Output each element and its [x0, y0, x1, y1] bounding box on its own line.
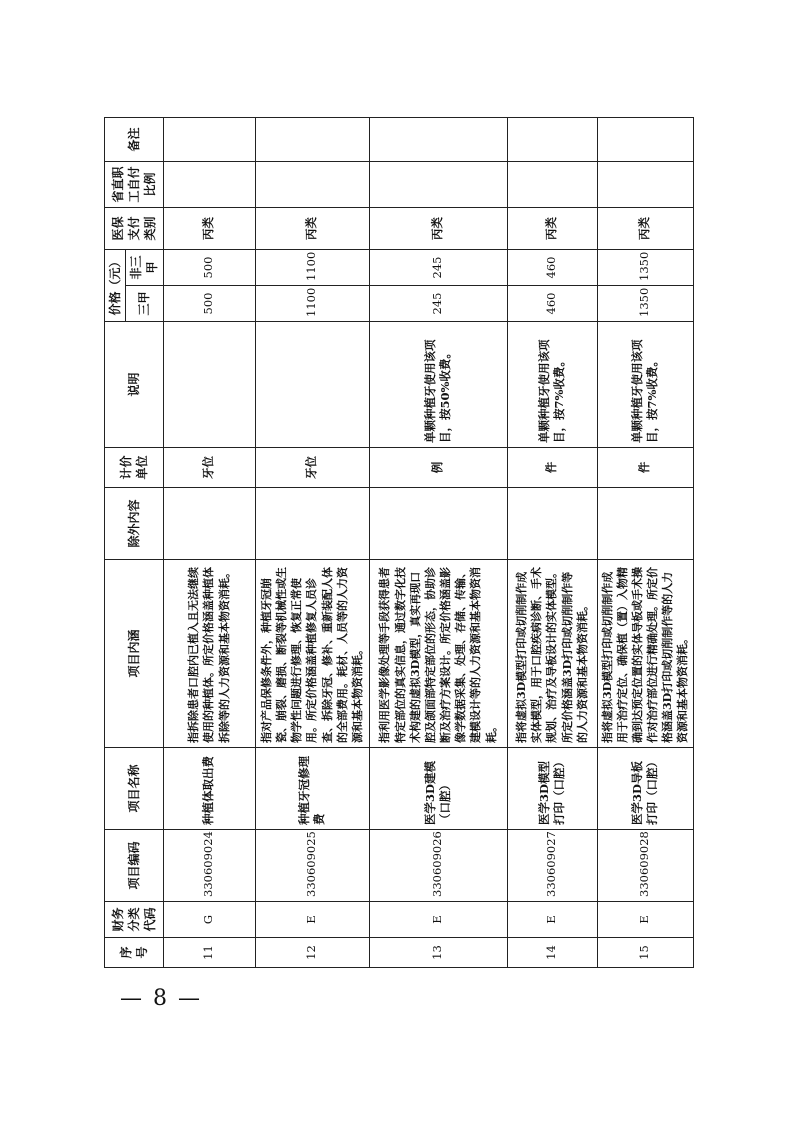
cell-item-content: 指对产品保修条件外，种植牙冠崩瓷、崩裂、磨损、断裂等机械性或生物学性问题进行修理、恢复正常使用。所定价格涵盖种植修复人员诊查、拆除牙冠、修补、重新装配人体的全部费用。耗材、人员等的人力资源和基本物资消耗。: [255, 560, 369, 748]
cell-exclusions: [255, 488, 369, 560]
cell-insurance-class: 丙类: [507, 207, 597, 249]
fee-table: [104, 117, 694, 968]
cell-exclusions: [163, 488, 255, 560]
cell-price-tier3: 1100: [255, 286, 369, 322]
cell-exclusions: [507, 488, 597, 560]
header-insurance-class: 医保支付类别: [105, 207, 164, 249]
cell-staff-ratio: [163, 161, 255, 207]
cell-item-content: 指拆除患者口腔内已植入且无法继续使用的种植体。所定价格涵盖种植体拆除等的人力资源和基本物资消耗。: [163, 560, 255, 748]
header-exclusions: 除外内容: [105, 488, 164, 560]
cell-price-tier3: 500: [163, 286, 255, 322]
cell-staff-ratio: [507, 161, 597, 207]
cell-seq: 11: [163, 938, 255, 968]
table-row: [255, 117, 369, 967]
cell-item-code: 330609025: [255, 830, 369, 902]
cell-unit: 例: [369, 448, 507, 488]
table-row: [507, 117, 597, 967]
cell-finance-code: E: [507, 902, 597, 938]
header-price-tier3: 三甲: [126, 286, 163, 322]
table-row: [369, 117, 507, 967]
cell-description: 单颗种植牙使用该项目，按7%收费。: [597, 322, 693, 448]
table-row: [597, 117, 693, 967]
header-item-code: 项目编码: [105, 830, 164, 902]
header-remarks: 备注: [105, 117, 164, 161]
page-number: — 8 —: [120, 986, 202, 1011]
cell-price-tier3: 1350: [597, 286, 693, 322]
fee-table-rotated: [104, 118, 690, 968]
header-price-non-tier3: 非三甲: [126, 249, 163, 285]
cell-item-name: 种植体取出费: [163, 748, 255, 830]
header-row: [105, 117, 126, 967]
cell-item-content: 指将虚拟3D模型打印或切削制作成实体模型，用于口腔疾病诊断、手术规划、治疗及导板设计的实体模型。所定价格涵盖3D打印或切削制作等的人力资源和基本物资消耗。: [507, 560, 597, 748]
cell-seq: 12: [255, 938, 369, 968]
cell-remarks: [255, 117, 369, 161]
header-item-content: 项目内涵: [105, 560, 164, 748]
cell-finance-code: G: [163, 902, 255, 938]
cell-seq: 14: [507, 938, 597, 968]
cell-finance-code: E: [255, 902, 369, 938]
cell-remarks: [163, 117, 255, 161]
cell-remarks: [369, 117, 507, 161]
cell-price-tier3: 245: [369, 286, 507, 322]
cell-item-code: 330609024: [163, 830, 255, 902]
cell-remarks: [507, 117, 597, 161]
cell-seq: 13: [369, 938, 507, 968]
cell-unit: 牙位: [163, 448, 255, 488]
cell-unit: 件: [507, 448, 597, 488]
cell-insurance-class: 丙类: [597, 207, 693, 249]
header-price: 价格（元）: [105, 249, 126, 321]
cell-finance-code: E: [597, 902, 693, 938]
cell-price-tier3: 460: [507, 286, 597, 322]
cell-exclusions: [597, 488, 693, 560]
cell-insurance-class: 丙类: [255, 207, 369, 249]
cell-remarks: [597, 117, 693, 161]
cell-price-non-tier3: 500: [163, 249, 255, 285]
cell-item-name: 种植牙冠修理费: [255, 748, 369, 830]
cell-item-content: 指将虚拟3D模型打印或切削制作成用于治疗定位、确保植（置）入物精确到达预定位置的实体导板或手术操作对治疗部位进行精确处理。所定价格涵盖3D打印或切削制作等的人力资源和基本物资消耗。: [597, 560, 693, 748]
cell-item-code: 330609026: [369, 830, 507, 902]
cell-description: 单颗种植牙使用该项目，按7%收费。: [507, 322, 597, 448]
cell-item-code: 330609027: [507, 830, 597, 902]
cell-item-name: 医学3D导板打印（口腔）: [597, 748, 693, 830]
cell-unit: 牙位: [255, 448, 369, 488]
header-description: 说明: [105, 322, 164, 448]
cell-description: [255, 322, 369, 448]
cell-item-content: 指利用医学影像处理等手段获得患者特定部位的真实信息，通过数字化技术构建的虚拟3D模型，真实再现口腔及颌面部特定部位的形态，协助诊断及治疗方案设计。所定价格涵盖影像学数据采集、处理、存储、传输、建模设计等的人力资源和基本物资消耗。: [369, 560, 507, 748]
header-seq: 序号: [105, 938, 164, 968]
cell-price-non-tier3: 1100: [255, 249, 369, 285]
header-finance-code: 财务分类代码: [105, 902, 164, 938]
cell-item-name: 医学3D模型打印（口腔）: [507, 748, 597, 830]
cell-staff-ratio: [369, 161, 507, 207]
cell-price-non-tier3: 460: [507, 249, 597, 285]
cell-insurance-class: 丙类: [163, 207, 255, 249]
cell-insurance-class: 丙类: [369, 207, 507, 249]
header-item-name: 项目名称: [105, 748, 164, 830]
cell-price-non-tier3: 245: [369, 249, 507, 285]
header-staff-ratio: 省直职工自付比例: [105, 161, 164, 207]
cell-unit: 件: [597, 448, 693, 488]
cell-finance-code: E: [369, 902, 507, 938]
cell-description: 单颗种植牙使用该项目，按50%收费。: [369, 322, 507, 448]
cell-description: [163, 322, 255, 448]
cell-item-code: 330609028: [597, 830, 693, 902]
table-row: [163, 117, 255, 967]
cell-seq: 15: [597, 938, 693, 968]
cell-staff-ratio: [597, 161, 693, 207]
header-unit: 计价单位: [105, 448, 164, 488]
cell-price-non-tier3: 1350: [597, 249, 693, 285]
cell-exclusions: [369, 488, 507, 560]
cell-staff-ratio: [255, 161, 369, 207]
cell-item-name: 医学3D建模（口腔）: [369, 748, 507, 830]
